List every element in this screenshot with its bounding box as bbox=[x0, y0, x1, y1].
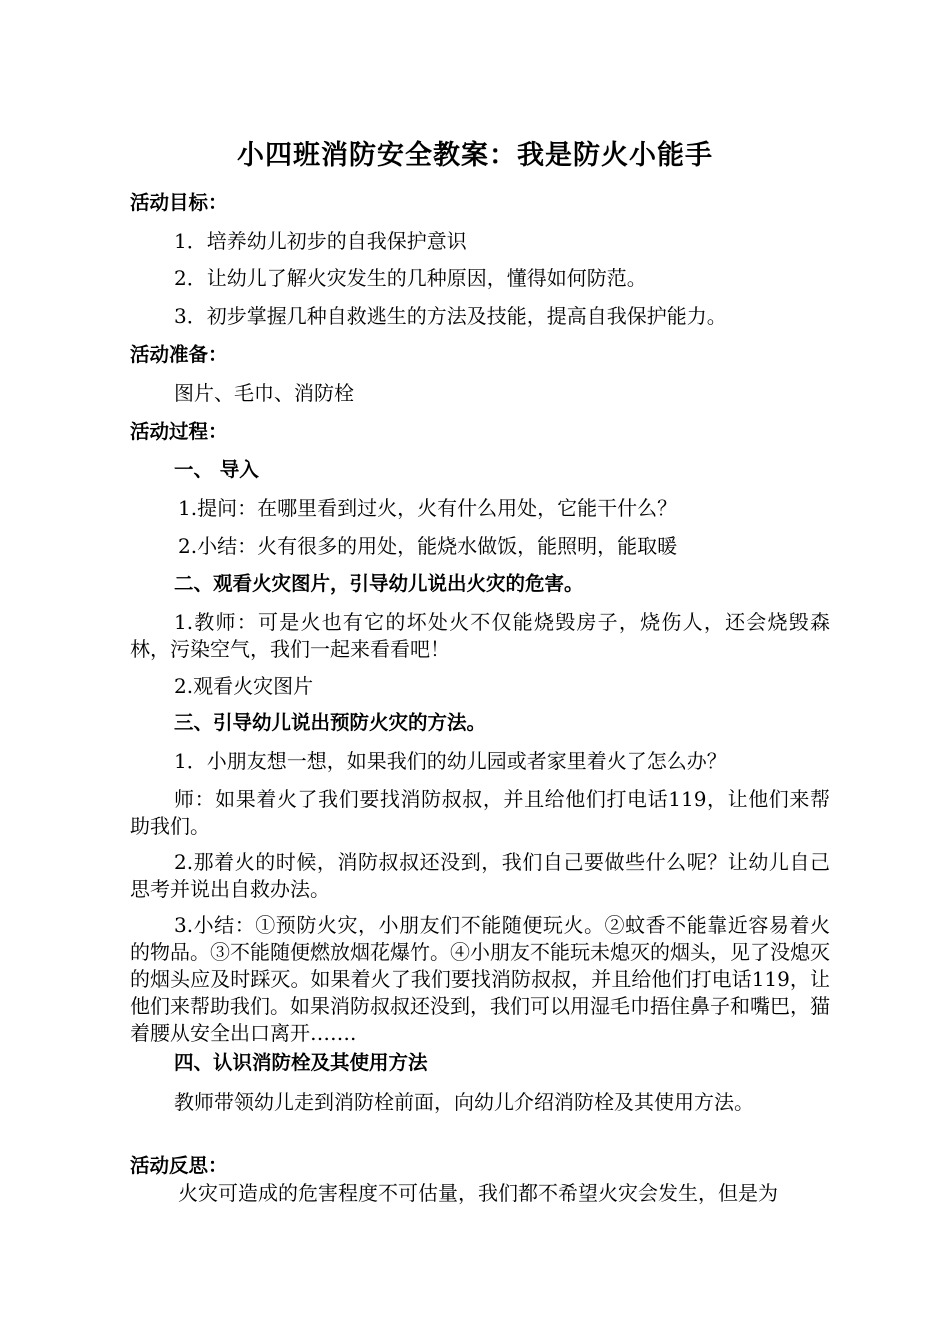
goal-item-2: 2．让幼儿了解火灾发生的几种原因，懂得如何防范。 bbox=[174, 266, 647, 290]
goal-item-1: 1．培养幼儿初步的自我保护意识 bbox=[174, 229, 467, 253]
process-heading: 活动过程： bbox=[130, 420, 228, 443]
reflection-text: 火灾可造成的危害程度不可估量，我们都不希望火灾会发生，但是为 bbox=[178, 1181, 778, 1205]
section-3-paragraph-3: 2.那着火的时候，消防叔叔还没到，我们自己要做些什么呢？让幼儿自己思考并说出自救办法。 bbox=[130, 850, 830, 901]
section-3-heading: 三、引导幼儿说出预防火灾的方法。 bbox=[174, 711, 487, 734]
section-1-heading: 一、 导入 bbox=[174, 458, 259, 481]
section-3-paragraph-2: 师：如果着火了我们要找消防叔叔，并且给他们打电话119，让他们来帮助我们。 bbox=[130, 787, 830, 838]
section-1-item-2: 2.小结：火有很多的用处，能烧水做饭，能照明，能取暖 bbox=[178, 534, 678, 558]
goals-heading: 活动目标： bbox=[130, 191, 228, 214]
prep-heading: 活动准备： bbox=[130, 343, 228, 366]
reflection-heading: 活动反思： bbox=[130, 1154, 228, 1177]
page-title: 小四班消防安全教案：我是防火小能手 bbox=[237, 140, 713, 171]
section-3-paragraph-1: 1．小朋友想一想，如果我们的幼儿园或者家里着火了怎么办？ bbox=[174, 749, 727, 773]
section-1-item-1: 1.提问：在哪里看到过火，火有什么用处，它能干什么？ bbox=[178, 496, 678, 520]
section-4-paragraph-1: 教师带领幼儿走到消防栓前面，向幼儿介绍消防栓及其使用方法。 bbox=[174, 1090, 754, 1114]
section-2-paragraph-2: 2.观看火灾图片 bbox=[174, 674, 314, 698]
goal-item-3: 3．初步掌握几种自救逃生的方法及技能，提高自我保护能力。 bbox=[174, 304, 727, 328]
section-2-heading: 二、观看火灾图片，引导幼儿说出火灾的危害。 bbox=[174, 572, 584, 595]
section-2-paragraph-1: 1.教师：可是火也有它的坏处火不仅能烧毁房子，烧伤人，还会烧毁森林，污染空气，我们一起来看看吧！ bbox=[130, 610, 830, 661]
prep-text: 图片、毛巾、消防栓 bbox=[174, 381, 354, 405]
section-3-paragraph-4: 3.小结：①预防火灾，小朋友们不能随便玩火。②蚊香不能靠近容易着火的物品。③不能随便燃放烟花爆竹。④小朋友不能玩未熄灭的烟头，见了没熄灭的烟头应及时踩灭。如果着火了我们要找消防叔叔，并且给他们打电话119，让他们来帮助我们。如果消防叔叔还没到，我们可以用湿毛巾捂住鼻子和嘴巴，猫着腰从安全出口离开……. bbox=[130, 913, 830, 1045]
section-4-heading: 四、认识消防栓及其使用方法 bbox=[174, 1051, 428, 1074]
